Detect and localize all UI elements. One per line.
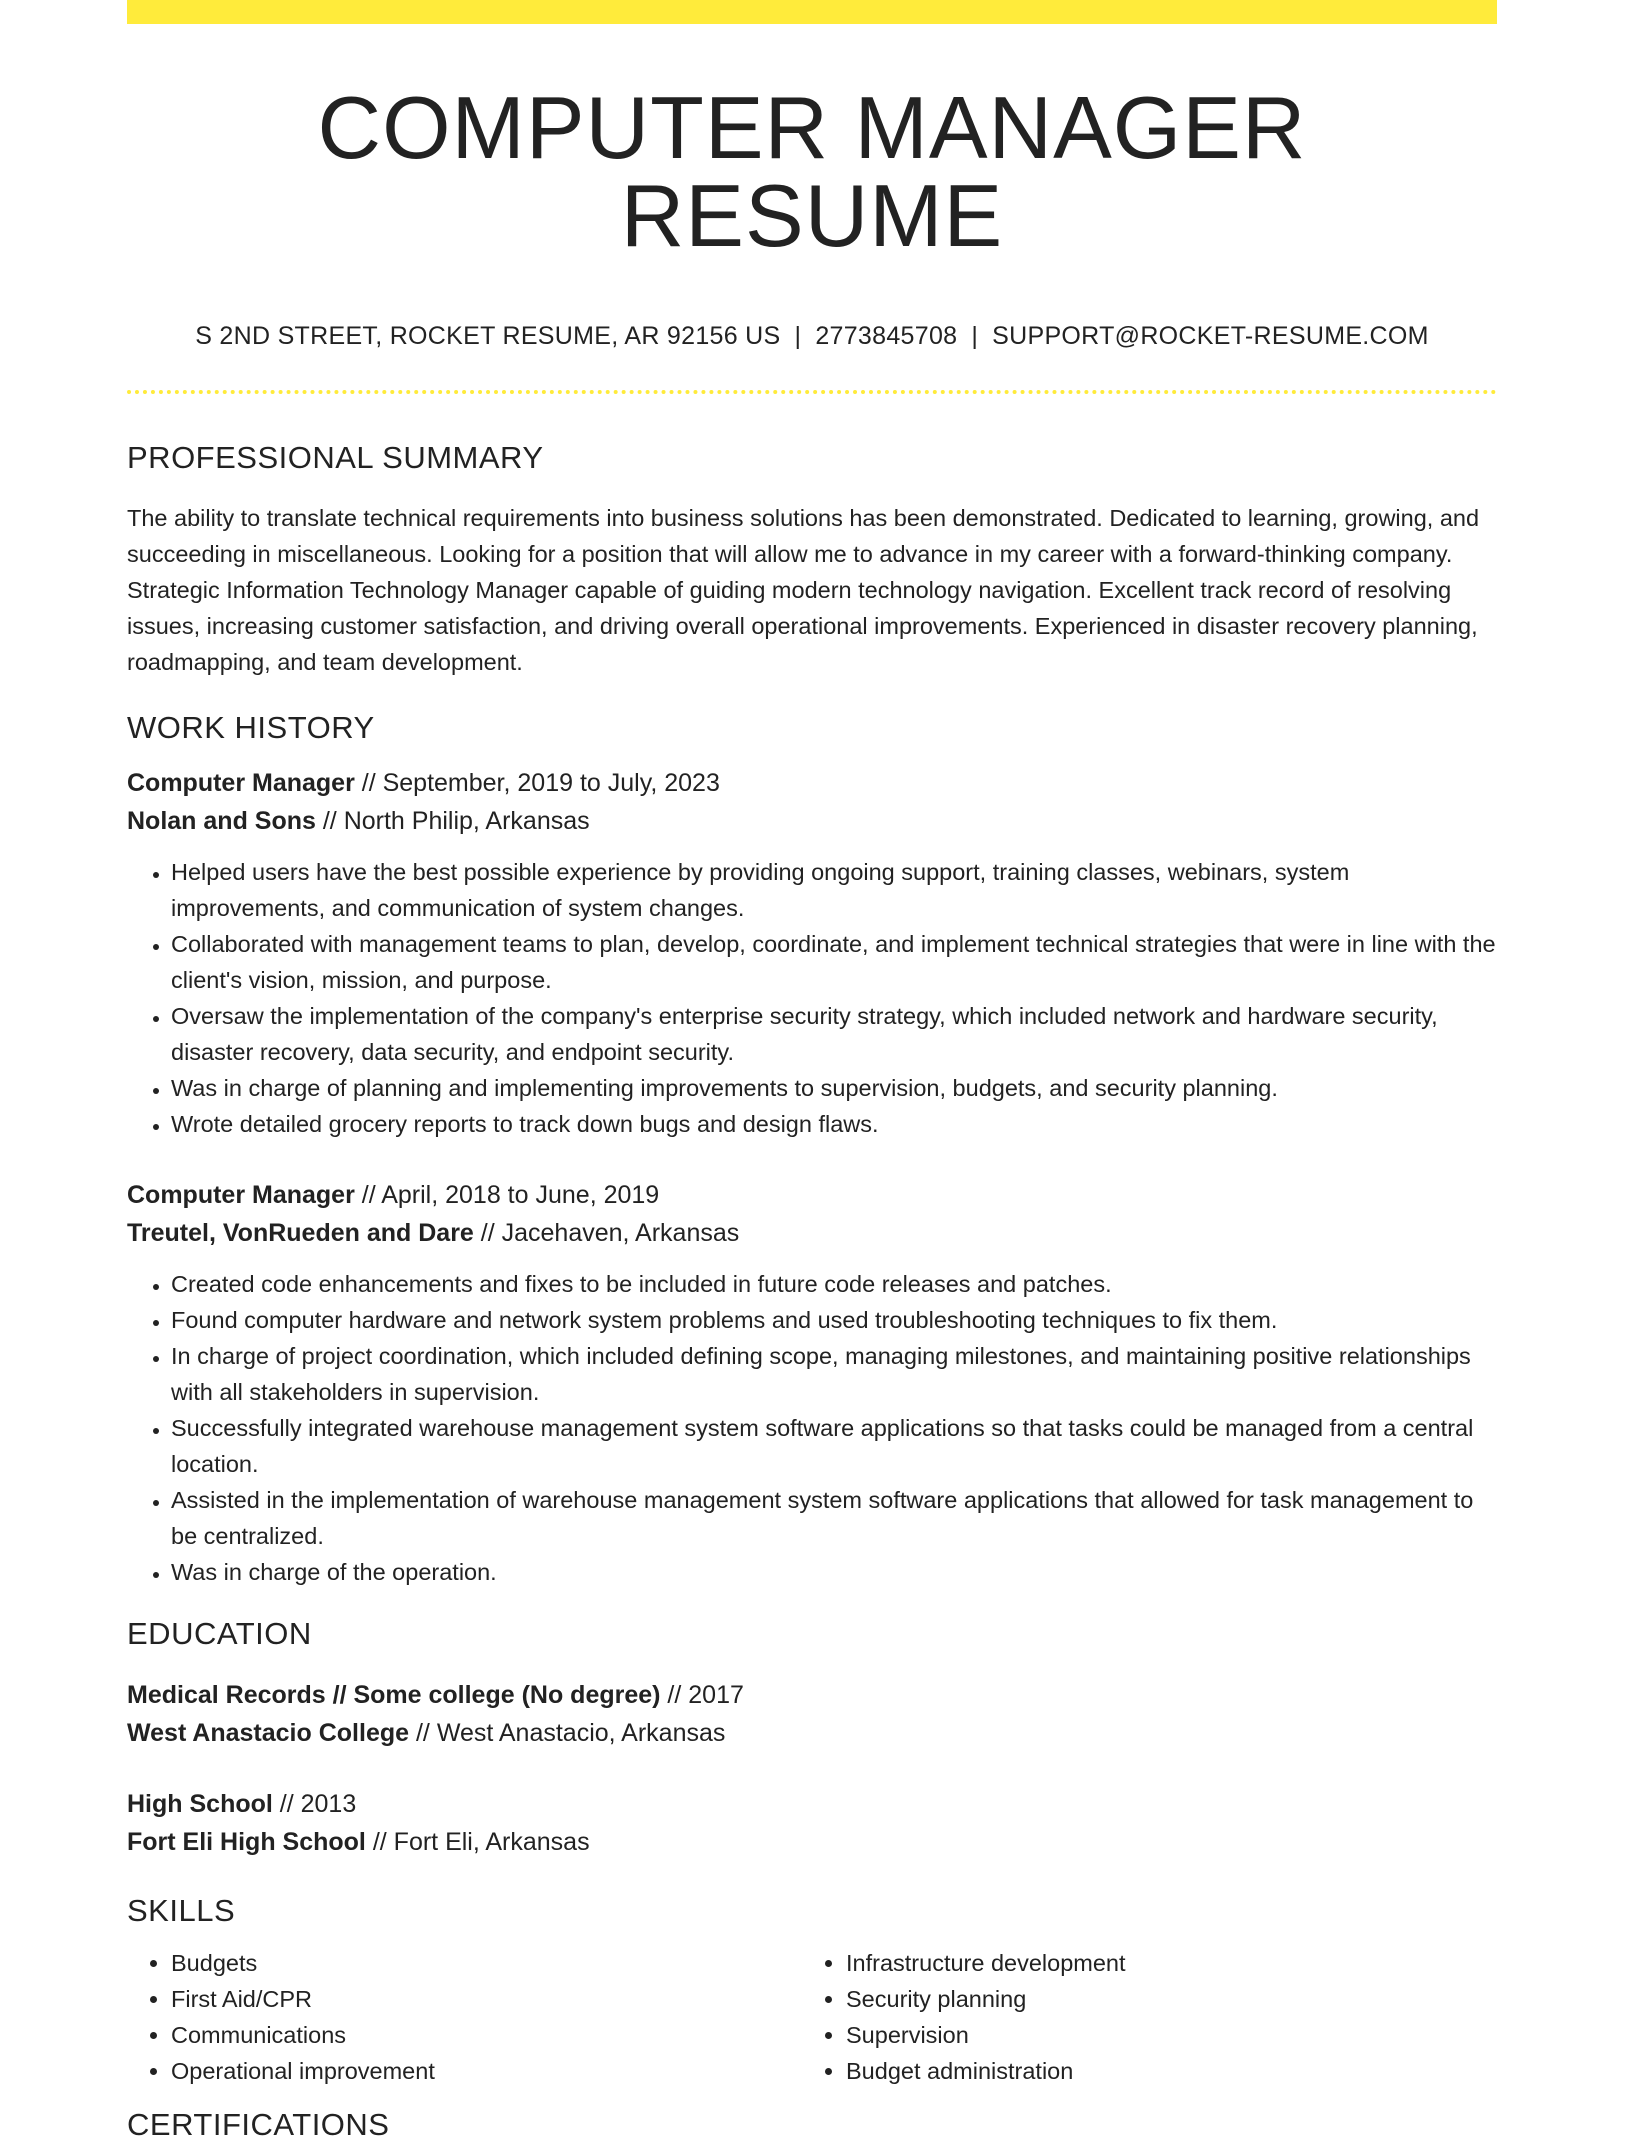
list-item: • Oversaw the implementation of the company's enterprise security strategy, which included network and hardware security, disaster recovery, data security, and endpoint security. <box>171 998 1497 1070</box>
job-company-line <box>127 802 1497 840</box>
dotted-divider <box>127 390 1497 394</box>
school-line <box>127 1714 1497 1752</box>
contact-line <box>127 322 1497 351</box>
phone: 2773845708 <box>815 322 958 350</box>
degree: High School <box>127 1790 273 1818</box>
education-year: // 2017 <box>660 1681 744 1709</box>
job-entry <box>127 764 1497 1142</box>
email: SUPPORT@ROCKET-RESUME.COM <box>992 322 1429 350</box>
list-item: • Helped users have the best possible experience by providing ongoing support, training classes, webinars, system improvements, and communication of system changes. <box>171 854 1497 926</box>
list-item: • Was in charge of planning and implementing improvements to supervision, budgets, and security planning. <box>171 1070 1497 1106</box>
section-heading-skills: SKILLS <box>127 1893 236 1928</box>
job-title-line <box>127 1176 1497 1214</box>
degree-line <box>127 1785 1497 1823</box>
skills-column-left <box>127 1945 802 2089</box>
list-item: • Wrote detailed grocery reports to track down bugs and design flaws. <box>171 1106 1497 1142</box>
job-dates: // September, 2019 to July, 2023 <box>354 769 720 797</box>
education-entry <box>127 1676 1497 1752</box>
list-item: • Successfully integrated warehouse management system software applications so that tasks could be managed from a central location. <box>171 1410 1497 1482</box>
section-heading-education: EDUCATION <box>127 1616 312 1651</box>
school: West Anastacio College <box>127 1719 410 1747</box>
job-entry <box>127 1176 1497 1590</box>
list-item: • Security planning <box>846 1981 1477 2017</box>
job-bullets <box>127 1266 1497 1590</box>
list-item: • Infrastructure development <box>846 1945 1477 1981</box>
skills-column-right <box>802 1945 1477 2089</box>
school-location: // Fort Eli, Arkansas <box>365 1828 590 1856</box>
list-item: • Found computer hardware and network system problems and used troubleshooting techniques to fix them. <box>171 1302 1497 1338</box>
degree: Medical Records // Some college (No degree) <box>127 1681 661 1709</box>
skills-list <box>127 1945 1497 2089</box>
job-dates: // April, 2018 to June, 2019 <box>354 1181 660 1209</box>
separator: | <box>794 322 802 350</box>
job-title-line <box>127 764 1497 802</box>
job-location: // North Philip, Arkansas <box>315 807 590 835</box>
list-item: • First Aid/CPR <box>171 1981 802 2017</box>
section-heading-certifications: CERTIFICATIONS <box>127 2107 390 2142</box>
resume-title: COMPUTER MANAGER RESUME <box>317 78 1307 265</box>
job-company: Nolan and Sons <box>127 807 316 835</box>
list-item: • Budget administration <box>846 2053 1477 2089</box>
list-item: • Supervision <box>846 2017 1477 2053</box>
list-item: • Operational improvement <box>171 2053 802 2089</box>
education-entry <box>127 1785 1497 1861</box>
job-title: Computer Manager <box>127 1181 355 1209</box>
list-item: • In charge of project coordination, which included defining scope, managing milestones, and maintaining positive relationships with all stakeholders in supervision. <box>171 1338 1497 1410</box>
job-bullets <box>127 854 1497 1142</box>
list-item: • Assisted in the implementation of warehouse management system software applications that allowed for task management to be centralized. <box>171 1482 1497 1554</box>
list-item: • Collaborated with management teams to plan, develop, coordinate, and implement technical strategies that were in line with the client's vision, mission, and purpose. <box>171 926 1497 998</box>
degree-line <box>127 1676 1497 1714</box>
job-company-line <box>127 1214 1497 1252</box>
job-location: // Jacehaven, Arkansas <box>473 1219 740 1247</box>
section-heading-summary: PROFESSIONAL SUMMARY <box>127 440 544 475</box>
list-item: • Created code enhancements and fixes to be included in future code releases and patches. <box>171 1266 1497 1302</box>
job-company: Treutel, VonRueden and Dare <box>127 1219 474 1247</box>
school: Fort Eli High School <box>127 1828 366 1856</box>
school-location: // West Anastacio, Arkansas <box>409 1719 726 1747</box>
job-title: Computer Manager <box>127 769 355 797</box>
list-item: • Communications <box>171 2017 802 2053</box>
summary-text: The ability to translate technical requirements into business solutions has been demonstrated. Dedicated to learning, growing, and succeeding in miscellaneous. Looking for a position that will allow me to advance in my career with a forward-thinking company. Strategic Information Technology Manager capable of guiding modern technology navigation. Excellent track record of resolving issues, increasing customer satisfaction, and driving overall operational improvements. Experienced in disaster recovery planning, roadmapping, and team development. <box>127 505 1480 675</box>
school-line <box>127 1823 1497 1861</box>
list-item: • Was in charge of the operation. <box>171 1554 1497 1590</box>
education-year: // 2013 <box>272 1790 357 1818</box>
resume-page <box>127 0 1497 2143</box>
list-item: • Budgets <box>171 1945 802 1981</box>
accent-bar <box>127 0 1497 24</box>
section-heading-work-history: WORK HISTORY <box>127 710 375 745</box>
address: S 2ND STREET, ROCKET RESUME, AR 92156 US <box>195 322 781 350</box>
separator: | <box>971 322 979 350</box>
